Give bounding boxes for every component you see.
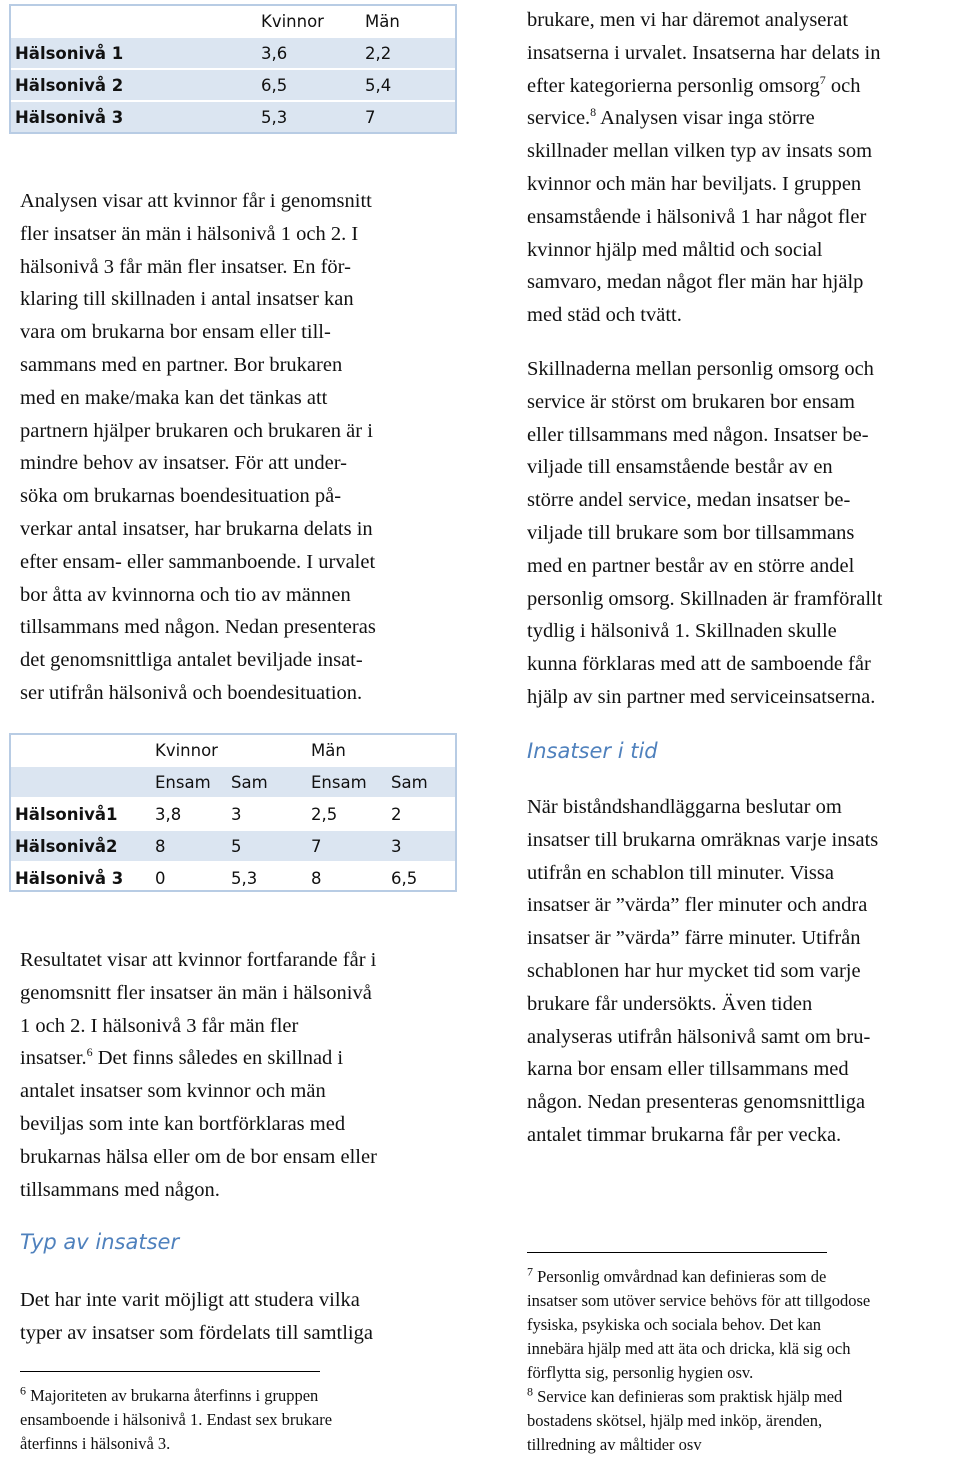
paragraph-typ-av-insatser: Det har inte varit möjligt att studera vilka typer av insatser som fördelats till samtliga — [20, 1289, 373, 1344]
cell: 3,6 — [257, 37, 361, 69]
table-row — [11, 37, 455, 69]
footnote-number: 7 — [527, 1264, 533, 1279]
footnote-8 — [527, 1385, 959, 1457]
table-row — [11, 862, 455, 893]
table-header-row — [11, 6, 455, 37]
cell: 7 — [307, 830, 387, 862]
heading-typ-av-insatser: Typ av insatser — [20, 1230, 180, 1254]
cell: 6,5 — [257, 69, 361, 101]
paragraph-result — [20, 944, 460, 1206]
footnote-number: 8 — [527, 1384, 533, 1399]
right-para3-wrap — [527, 791, 957, 1152]
table-corner-sub — [11, 766, 151, 798]
cell: 5,3 — [227, 862, 307, 893]
table-row — [11, 101, 455, 132]
paragraph-insatser-i-tid: När biståndshandläggarna beslutar om insatser till brukarna omräknas varje insats utifrån en schablon till minuter. Vissa insatser är ”värda” fler minuter och andra insatser är ”värda” färre minuter. Utifrån schablonen har hur mycket tid som varje brukare får undersökts. Även tiden analyseras utifrån hälsonivå samt om bru- karna bor ensam eller tillsammans med någon. Nedan presenteras genomsnittliga antalet timmar brukarna får per vecka. — [527, 796, 879, 1146]
right-para1-wrap — [527, 4, 957, 332]
left-column-para2-wrap — [20, 944, 460, 1206]
paragraph-part-b: och service. — [527, 74, 861, 130]
cell: 5,3 — [257, 101, 361, 132]
footnote-divider — [527, 1252, 827, 1253]
right-heading-wrap — [527, 739, 957, 763]
footnote-text: Service kan definieras som praktisk hjälp med bostadens skötsel, hjälp med inköp, ärenden, tillredning av måltider osv — [527, 1387, 843, 1454]
right-para2-wrap — [527, 353, 957, 714]
footnote-text: Majoriteten av brukarna återfinns i gruppen ensamboende i hälsonivå 1. Endast sex brukare återfinns i hälsonivå 3. — [20, 1386, 333, 1453]
paragraph-analysis-gender: Analysen visar att kvinnor får i genomsnitt fler insatser än män i hälsonivå 1 och 2. I hälsonivå 3 får män fler insatser. En för- klaring till skillnaden i antal insatser kan vara om brukarna bor ensam eller till- sammans med en partner. Bor brukaren med en make/maka kan det tänkas att partnern hjälper brukaren och brukaren är i mindre behov av insatser. För att under- söka om brukarnas boendesituation på- verkar antal insatser, har brukarna delats in efter ensam- eller sammanboende. I urvalet bor åtta av kvinnorna och tio av männen tillsammans med någon. Nedan presenteras det genomsnittliga antalet beviljade insat- ser utifrån hälsonivå och boendesituation. — [20, 190, 376, 704]
heading-insatser-i-tid: Insatser i tid — [527, 739, 658, 763]
cell: 2,5 — [307, 798, 387, 830]
table-health-level-by-living — [9, 733, 457, 892]
paragraph-insatser-kategorier — [527, 4, 957, 332]
table-corner — [11, 6, 257, 37]
cell: 3 — [387, 830, 455, 862]
footnote-text: Personlig omvårdnad kan definieras som de insatser som utöver service behövs för att tillgodose fysiska, psykiska och sociala behov. Det kan innebära hjälp med att äta och dricka, klä sig och förflytta sig, personlig hygien osv. — [527, 1267, 871, 1382]
subheader-ensam: Ensam — [151, 766, 227, 798]
cell: 2,2 — [361, 37, 455, 69]
paragraph-part-a: brukare, men vi har däremot analyserat insatserna i urvalet. Insatserna har delats in efter kategorierna personlig omsorg — [527, 9, 881, 97]
paragraph-part-c: Analysen visar inga större skillnader mellan vilken typ av insats som kvinnor och män har beviljats. I gruppen ensamstående i hälsonivå 1 har något fler kvinnor hjälp med måltid och social samvaro, medan något fler män har hjälp med städ och tvätt. — [527, 107, 873, 327]
left-heading-wrap — [20, 1230, 460, 1254]
footnote-number: 6 — [20, 1383, 26, 1398]
header-kvinnor: Kvinnor — [261, 11, 324, 31]
footnote-divider — [20, 1371, 320, 1372]
left-para3-wrap — [20, 1284, 460, 1350]
paragraph-result-part-a: Resultatet visar att kvinnor fortfarande får i genomsnitt fler insatser än män i hälsonivå 1 och 2. I hälsonivå 3 får män fler insatser. — [20, 949, 377, 1070]
paragraph-skillnader: Skillnaderna mellan personlig omsorg och service är störst om brukaren bor ensam eller tillsammans med någon. Insatser be- viljade till ensamstående består av en större andel service, medan insatser be- viljade till brukare som bor tillsammans med en partner består av en större andel personlig omsorg. Skillnaden är framförallt tydlig i hälsonivå 1. Skillnaden skulle kunna förklaras med att de samboende får hjälp av sin partner med serviceinsatserna. — [527, 358, 883, 708]
cell: 5 — [227, 830, 307, 862]
table-health-level-by-gender — [9, 4, 457, 134]
cell: 5,4 — [361, 69, 455, 101]
cell: 2 — [387, 798, 455, 830]
cell: 0 — [151, 862, 227, 893]
row-label: Hälsonivå 2 — [11, 69, 257, 101]
paragraph-result-part-b: Det finns således en skillnad i antalet insatser som kvinnor och män beviljas som inte kan bortförklaras med brukarnas hälsa eller om de bor ensam eller tillsammans med någon. — [20, 1047, 377, 1201]
subheader-sam: Sam — [387, 766, 455, 798]
table-row — [11, 830, 455, 862]
footnote-7 — [527, 1265, 959, 1385]
cell: 3,8 — [151, 798, 227, 830]
header-kvinnor: Kvinnor — [155, 740, 218, 760]
cell: 6,5 — [387, 862, 455, 893]
subheader-ensam: Ensam — [307, 766, 387, 798]
header-man: Män — [365, 11, 400, 31]
footnote-6 — [20, 1384, 460, 1456]
row-label: Hälsonivå 1 — [11, 37, 257, 69]
left-column-para1-wrap — [20, 185, 460, 710]
cell: 8 — [151, 830, 227, 862]
table-row — [11, 69, 455, 101]
cell: 3 — [227, 798, 307, 830]
header-man: Män — [311, 740, 346, 760]
cell: 8 — [307, 862, 387, 893]
footnote-ref-8[interactable]: 8 — [590, 105, 597, 120]
footnote-ref-7[interactable]: 7 — [819, 72, 826, 87]
footnote-ref-6[interactable]: 6 — [86, 1045, 93, 1060]
row-label: Hälsonivå 3 — [11, 862, 151, 893]
row-label: Hälsonivå1 — [11, 798, 151, 830]
table-group-header-row — [11, 735, 455, 766]
cell: 7 — [361, 101, 455, 132]
subheader-sam: Sam — [227, 766, 307, 798]
row-label: Hälsonivå2 — [11, 830, 151, 862]
row-label: Hälsonivå 3 — [11, 101, 257, 132]
table-row — [11, 798, 455, 830]
table-subheader-row — [11, 766, 455, 798]
table-corner — [11, 735, 151, 766]
